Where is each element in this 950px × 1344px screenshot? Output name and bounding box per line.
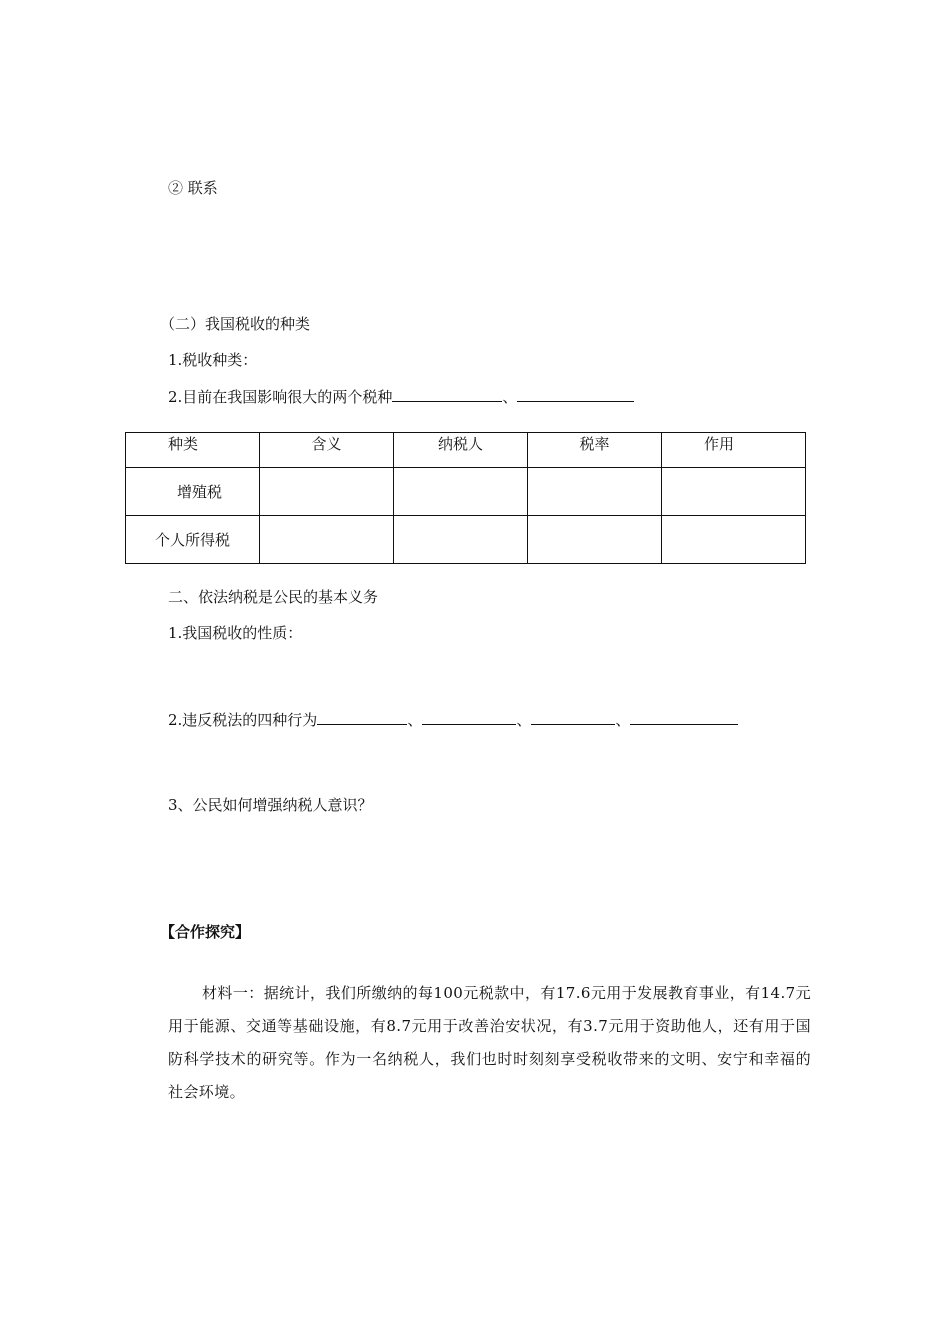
table-header: 种类 — [126, 433, 260, 468]
table-row — [126, 468, 806, 516]
separator: 、 — [502, 388, 518, 406]
tax-types-item-1: 1.税收种类： — [168, 351, 258, 369]
duty-item-2-label: 2.违反税法的四种行为 — [168, 711, 318, 729]
table-cell[interactable] — [394, 516, 528, 564]
separator: 、 — [516, 711, 532, 729]
answer-blank-2[interactable] — [517, 385, 634, 402]
tax-types-heading: （二）我国税收的种类 — [160, 315, 311, 333]
table-cell[interactable] — [528, 468, 662, 516]
tax-types-item-2 — [168, 385, 634, 407]
table-cell[interactable] — [260, 516, 394, 564]
answer-blank-4[interactable] — [422, 708, 516, 725]
duty-item-2 — [168, 708, 738, 730]
separator: 、 — [615, 711, 631, 729]
table-header: 纳税人 — [394, 433, 528, 468]
answer-blank-5[interactable] — [531, 708, 615, 725]
tax-comparison-table — [125, 432, 806, 564]
tax-types-item-2-label: 2.目前在我国影响很大的两个税种 — [168, 388, 393, 406]
table-cell[interactable] — [394, 468, 528, 516]
duty-item-1: 1.我国税收的性质： — [168, 624, 303, 642]
answer-blank-3[interactable] — [317, 708, 407, 725]
table-row — [126, 516, 806, 564]
table-header-row — [126, 433, 806, 468]
section-link-heading: ② 联系 — [168, 179, 218, 197]
cooperation-heading: 【合作探究】 — [160, 923, 251, 941]
answer-blank-1[interactable] — [392, 385, 502, 402]
duty-item-3: 3、公民如何增强纳税人意识？ — [168, 796, 373, 814]
table-header: 含义 — [260, 433, 394, 468]
material-1-paragraph: 材料一：据统计，我们所缴纳的每100元税款中，有17.6元用于发展教育事业，有14.7元用于能源、交通等基础设施，有8.7元用于改善治安状况，有3.7元用于资助他人，还有用于国防科学技术的研究等。作为一名纳税人，我们也时时刻刻享受税收带来的文明、安宁和幸福的社会环境。 — [168, 984, 811, 1101]
table-header: 作用 — [662, 433, 806, 468]
row-label: 增殖税 — [126, 468, 260, 516]
row-label: 个人所得税 — [126, 516, 260, 564]
table-header: 税率 — [528, 433, 662, 468]
table-cell[interactable] — [260, 468, 394, 516]
table-cell[interactable] — [662, 468, 806, 516]
separator: 、 — [407, 711, 423, 729]
duty-heading: 二、依法纳税是公民的基本义务 — [168, 588, 379, 606]
answer-blank-6[interactable] — [630, 708, 738, 725]
table-cell[interactable] — [662, 516, 806, 564]
table-cell[interactable] — [528, 516, 662, 564]
